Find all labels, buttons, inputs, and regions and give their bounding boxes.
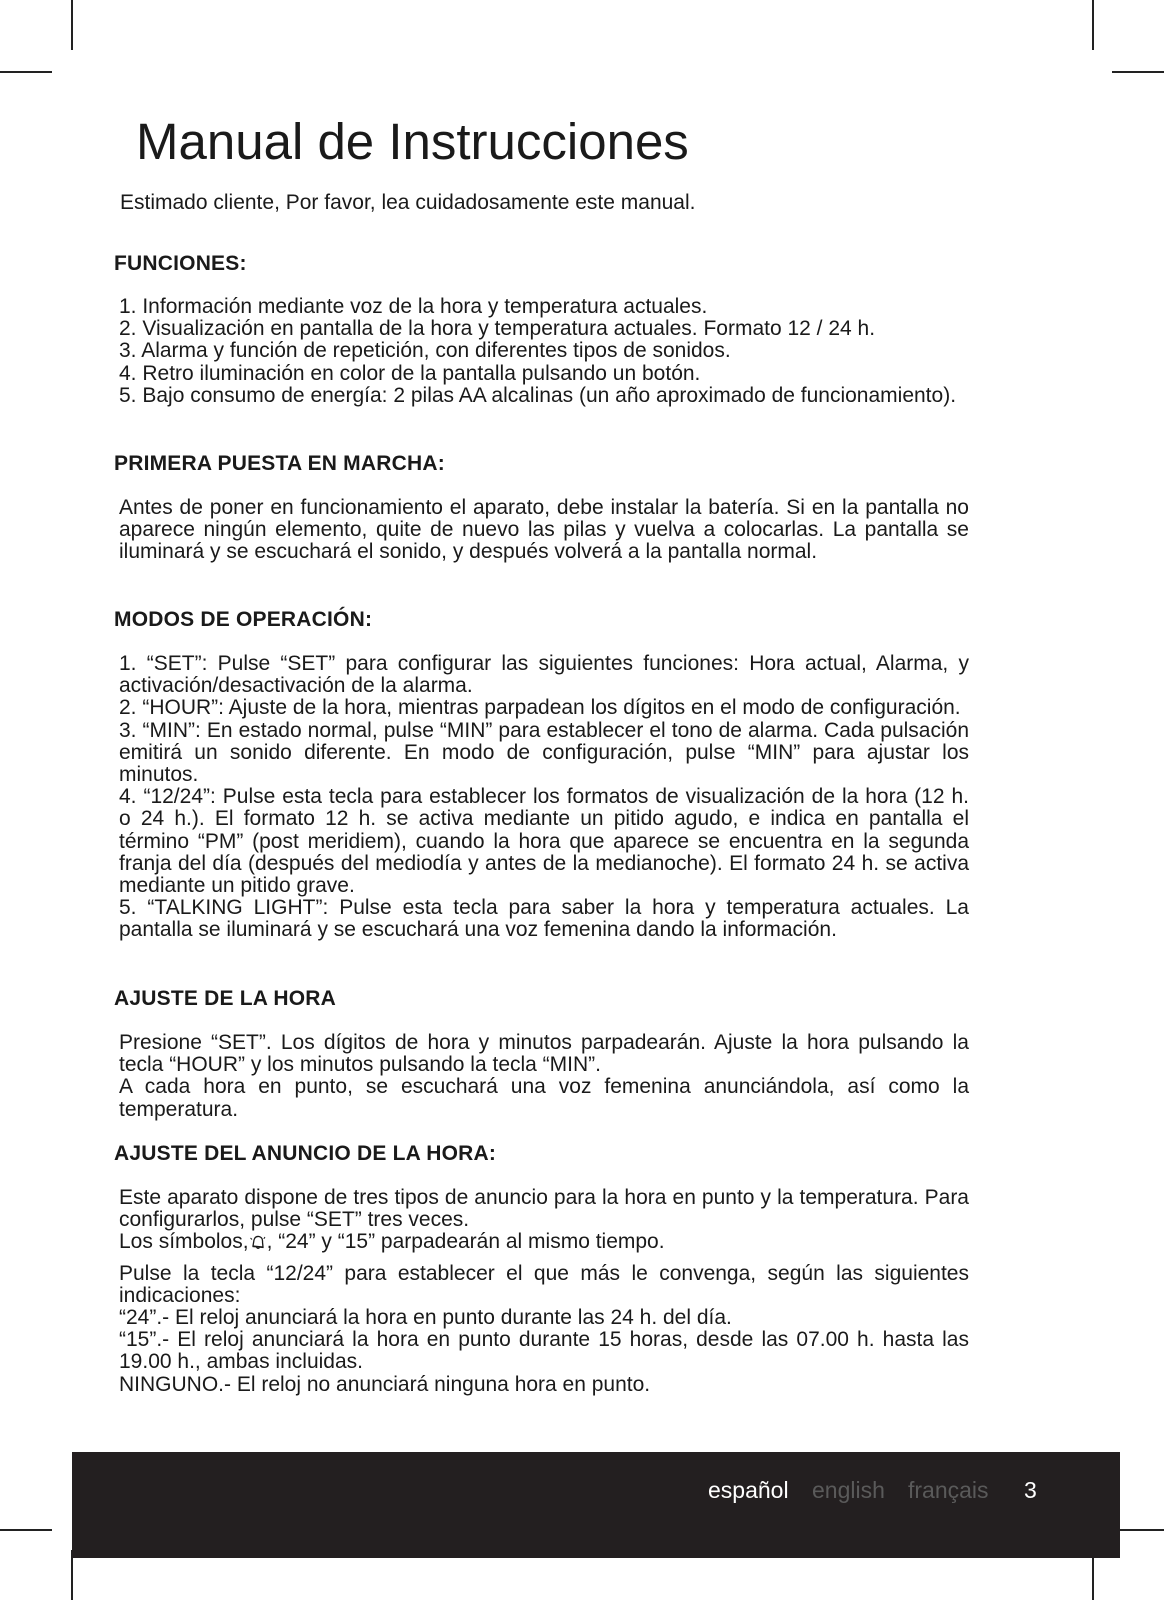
page-title: Manual de Instrucciones (136, 113, 689, 170)
bell-icon (249, 1234, 267, 1250)
crop-mark (0, 71, 52, 73)
paragraph: Presione “SET”. Los dígitos de hora y minutos parpadearán. Ajuste la hora pulsando la tecla “HOUR” y los minutos pulsando la tecla “MIN”. (119, 1031, 969, 1077)
section-heading-primera: PRIMERA PUESTA EN MARCHA: (114, 452, 445, 475)
list-item: 2. “HOUR”: Ajuste de la hora, mientras parpadean los dígitos en el modo de configuración. (119, 696, 961, 720)
intro-text: Estimado cliente, Por favor, lea cuidadosamente este manual. (120, 191, 696, 214)
list-item: 2. Visualización en pantalla de la hora y temperatura actuales. Formato 12 / 24 h. (119, 317, 876, 341)
list-item: 3. “MIN”: En estado normal, pulse “MIN” para establecer el tono de alarma. Cada pulsación emitirá un sonido diferente. En modo de configuración, pulse “MIN” para ajustar los minutos. (119, 718, 969, 787)
footer-bar (72, 1452, 1120, 1558)
section-heading-ajuste-hora: AJUSTE DE LA HORA (114, 987, 336, 1010)
language-espanol: español (708, 1477, 789, 1503)
paragraph: Pulse la tecla “12/24” para establecer el que más le convenga, según las siguientes indicaciones: (119, 1261, 969, 1307)
crop-mark (0, 1529, 52, 1531)
paragraph: NINGUNO.- El reloj no anunciará ninguna hora en punto. (119, 1372, 651, 1396)
paragraph: “24”.- El reloj anunciará la hora en punto durante las 24 h. del día. (119, 1306, 732, 1330)
list-item: 5. Bajo consumo de energía: 2 pilas AA alcalinas (un año aproximado de funcionamiento). (119, 383, 957, 407)
language-english: english (812, 1477, 885, 1503)
list-item: 1. “SET”: Pulse “SET” para configurar las siguientes funciones: Hora actual, Alarma, y activación/desactivación de la alarma. (119, 652, 969, 698)
ajuste-hora-text (119, 1032, 969, 1121)
modos-list (119, 653, 969, 942)
paragraph (119, 1231, 969, 1253)
paragraph: Antes de poner en funcionamiento el aparato, debe instalar la batería. Si en la pantalla no aparece ningún elemento, quite de nuevo las pilas y vuelva a colocarlas. La pantalla se iluminará y se escuchará el sonido, y después volverá a la pantalla normal. (119, 496, 969, 564)
paragraph: “15”.- El reloj anunciará la hora en punto durante 15 horas, desde las 07.00 h. hasta las 19.00 h., ambas incluidas. (119, 1328, 969, 1374)
symbols-text-after: , “24” y “15” parpadearán al mismo tiempo. (266, 1230, 665, 1254)
language-francais: français (908, 1477, 989, 1503)
funciones-list (119, 296, 969, 407)
section-heading-ajuste-anuncio: AJUSTE DEL ANUNCIO DE LA HORA: (114, 1142, 497, 1165)
ajuste-anuncio-text (119, 1187, 969, 1396)
primera-text (119, 497, 969, 564)
list-item: 5. “TALKING LIGHT”: Pulse esta tecla para saber la hora y temperatura actuales. La pantalla se iluminará y se escuchará una voz femenina dando la información. (119, 896, 969, 942)
crop-mark (1092, 0, 1094, 50)
section-heading-modos: MODOS DE OPERACIÓN: (114, 608, 373, 631)
section-heading-funciones: FUNCIONES: (114, 252, 247, 275)
crop-mark (1112, 71, 1164, 73)
page-number: 3 (1024, 1477, 1037, 1503)
list-item: 3. Alarma y función de repetición, con diferentes tipos de sonidos. (119, 339, 731, 363)
symbols-text-before: Los símbolos, (119, 1230, 249, 1254)
paragraph: A cada hora en punto, se escuchará una voz femenina anunciándola, así como la temperatura. (119, 1075, 969, 1121)
list-item: 4. “12/24”: Pulse esta tecla para establecer los formatos de visualización de la hora (12 h. o 24 h.). El formato 12 h. se activa mediante un pitido agudo, e indica en pantalla el término “PM” (post meridiem), cuando la hora que aparece se encuentra en la segunda franja del día (después del mediodía y antes de la medianoche). El formato 24 h. se activa mediante un pitido grave. (119, 785, 969, 898)
paragraph: Este aparato dispone de tres tipos de anuncio para la hora en punto y la temperatura. Para configurarlos, pulse “SET” tres veces. (119, 1186, 969, 1232)
crop-mark (71, 0, 73, 50)
list-item: 1. Información mediante voz de la hora y temperatura actuales. (119, 295, 708, 318)
list-item: 4. Retro iluminación en color de la pantalla pulsando un botón. (119, 361, 701, 385)
